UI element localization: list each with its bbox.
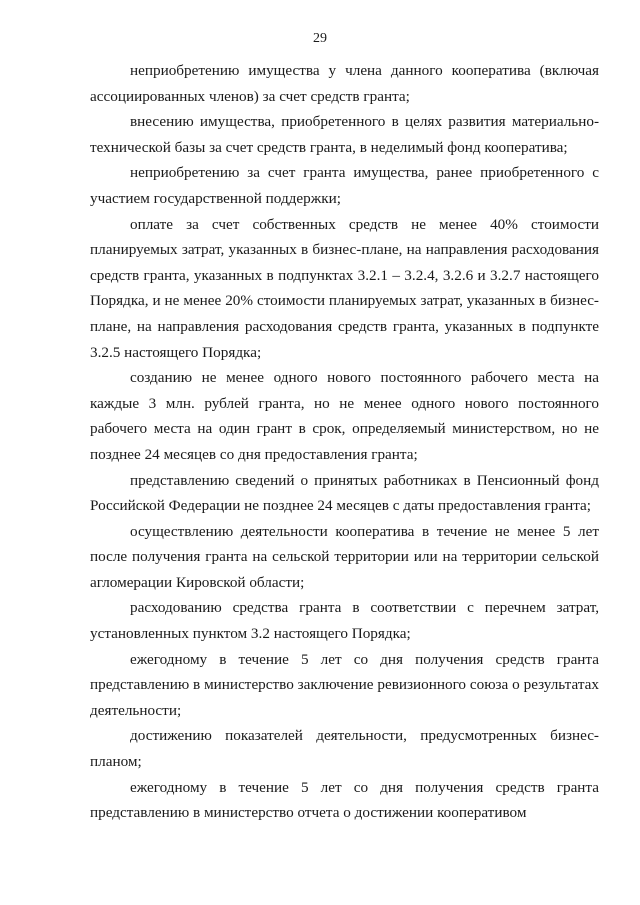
- page-number: 29: [313, 31, 327, 46]
- paragraph-7: осуществлению деятельности кооператива в течение не менее 5 лет после получения гранта на сельской территории или на территории сельской агломерации Кировской области;: [90, 522, 599, 591]
- paragraph-4: оплате за счет собственных средств не менее 40% стоимости планируемых затрат, указанных в бизнес-плане, на направления расходования средств гранта, указанных в подпунктах 3.2.1 – 3.2.4, 3.2.6 и 3.2.7 настоящего Порядка, и не менее 20% стоимости планируемых затрат, указанных в бизнес-плане, на направления расходования средств гранта, указанных в подпункте 3.2.5 настоящего Порядка;: [90, 215, 599, 361]
- document-body: [90, 58, 599, 826]
- paragraph-11: ежегодному в течение 5 лет со дня получения средств гранта представлению в министерство отчета о достижении кооперативом: [90, 778, 599, 822]
- paragraph-6: представлению сведений о принятых работниках в Пенсионный фонд Российской Федерации не позднее 24 месяцев с даты предоставления гранта;: [90, 471, 599, 515]
- paragraph-2: внесению имущества, приобретенного в целях развития материально-технической базы за счет средств гранта, в неделимый фонд кооператива;: [90, 113, 599, 156]
- paragraph-1: неприобретению имущества у члена данного кооператива (включая ассоциированных членов) за счет средств гранта;: [90, 62, 599, 105]
- paragraph-10: достижению показателей деятельности, предусмотренных бизнес-планом;: [90, 727, 599, 771]
- paragraph-5: созданию не менее одного нового постоянного рабочего места на каждые 3 млн. рублей гранта, но не менее одного нового постоянного рабочего места на один грант в срок, определяемый министерством, но не позднее 24 месяцев со дня предоставления гранта;: [90, 369, 599, 463]
- paragraph-8: расходованию средства гранта в соответствии с перечнем затрат, установленных пунктом 3.2 настоящего Порядка;: [90, 599, 599, 643]
- paragraph-3: неприобретению за счет гранта имущества, ранее приобретенного с участием государственной поддержки;: [90, 164, 599, 207]
- paragraph-9: ежегодному в течение 5 лет со дня получения средств гранта представлению в министерство заключение ревизионного союза о результатах деятельности;: [90, 650, 599, 719]
